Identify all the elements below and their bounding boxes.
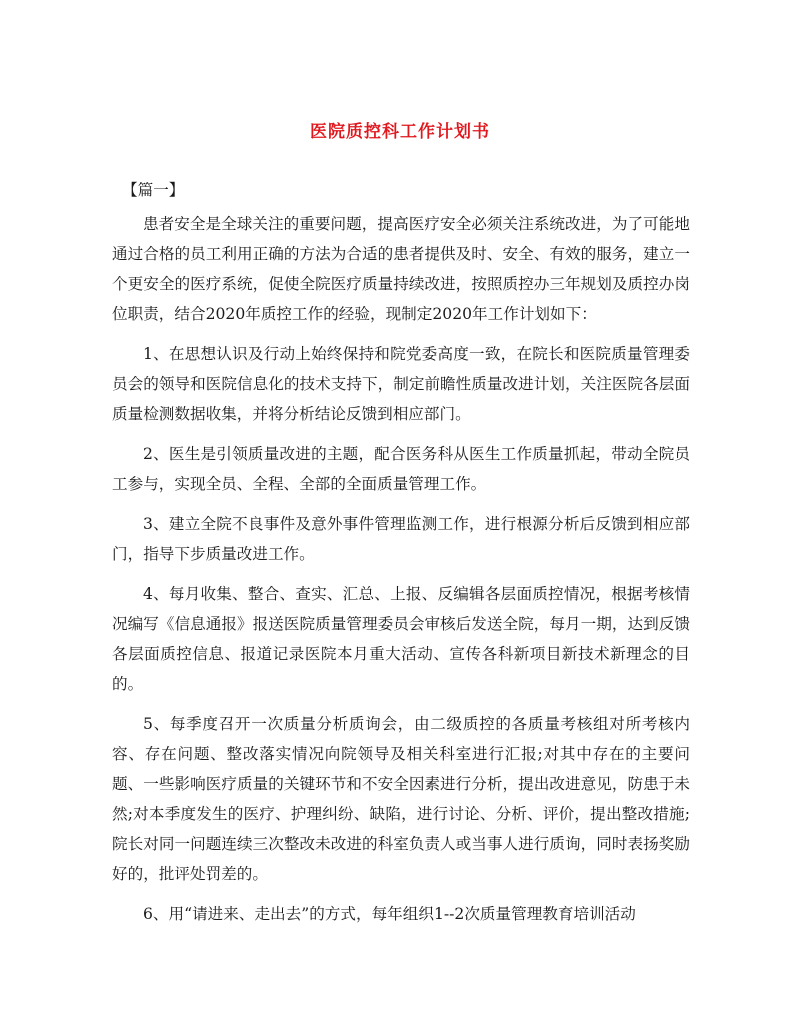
list-item: 6、用“请进来、走出去”的方式，每年组织1--2次质量管理教育培训活动 [143,905,636,923]
list-item: 5、每季度召开一次质量分析质询会，由二级质控的各质量考核组对所考核内容、存在问题、整改落实情况向院领导及相关科室进行汇报;对其中存在的主要问题、一些影响医疗质量的关键环节和不安全因素进行分析，提出改进意见，防患于未然;对本季度发生的医疗、护理纠纷、缺陷，进行讨论、分析、评价，提出整改措施;院长对同一问题连续三次整改未改进的科室负责人或当事人进行质询，同时表扬奖励好的，批评处罚差的。 [112,715,690,883]
document-title: 医院质控科工作计划书 [310,122,490,142]
list-item: 2、医生是引领质量改进的主题，配合医务科从医生工作质量抓起，带动全院员工参与，实现全员、全程、全部的全面质量管理工作。 [112,445,690,493]
intro-paragraph: 患者安全是全球关注的重要问题，提高医疗安全必须关注系统改进，为了可能地通过合格的员工利用正确的方法为合适的患者提供及时、安全、有效的服务，建立一个更安全的医疗系统，促使全院医疗质量持续改进，按照质控办三年规划及质控办岗位职责，结合2020年质控工作的经验，现制定2020年工作计划如下： [112,215,690,323]
list-item: 4、每月收集、整合、查实、汇总、上报、反编辑各层面质控情况，根据考核情况编写《信息通报》报送医院质量管理委员会审核后发送全院，每月一期，达到反馈各层面质控信息、报道记录医院本月重大活动、宣传各科新项目新技术新理念的目的。 [112,585,690,693]
list-item: 3、建立全院不良事件及意外事件管理监测工作，进行根源分析后反馈到相应部门，指导下步质量改进工作。 [112,515,690,563]
list-item: 1、在思想认识及行动上始终保持和院党委高度一致，在院长和医院质量管理委员会的领导和医院信息化的技术支持下，制定前瞻性质量改进计划，关注医院各层面质量检测数据收集，并将分析结论反馈到相应部门。 [112,345,690,423]
section-label: 【篇一】 [122,181,185,199]
document-body [112,176,690,939]
